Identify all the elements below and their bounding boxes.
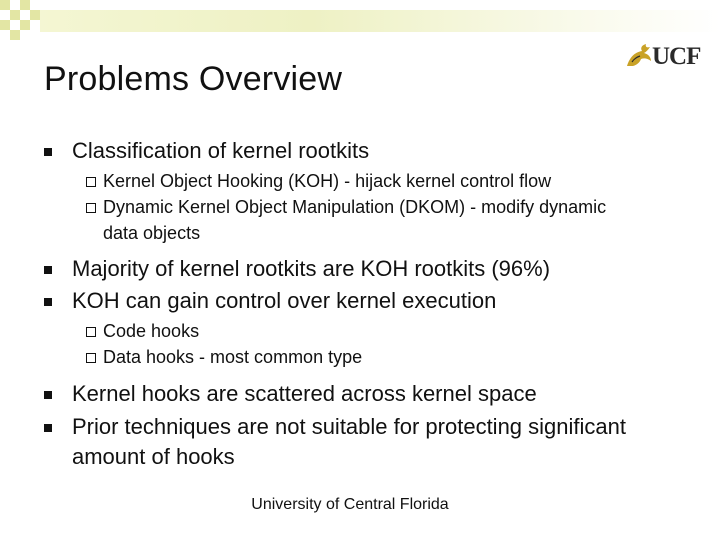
checkbox-bullet-icon: [86, 203, 96, 213]
bullet-text: KOH can gain control over kernel execution: [72, 288, 497, 313]
checkbox-bullet-icon: [86, 327, 96, 337]
sub-bullet-text: Kernel Object Hooking (KOH) - hijack kernel control flow: [103, 171, 552, 191]
bullet-marker: [44, 298, 52, 306]
pegasus-icon: [624, 42, 654, 70]
checkbox-bullet-icon: [86, 177, 96, 187]
checkbox-bullet-icon: [86, 353, 96, 363]
bullet-text: Prior techniques are not suitable for protecting significant: [72, 414, 626, 439]
sub-bullet-text: Code hooks: [103, 321, 200, 341]
slide-footer: University of Central Florida: [251, 496, 449, 513]
ucf-logo: [624, 40, 702, 74]
decorative-top-band: [40, 10, 720, 32]
slide-title: Problems Overview: [44, 60, 343, 98]
bullet-text: Majority of kernel rootkits are KOH rootkits (96%): [72, 256, 551, 281]
bullet-continuation: amount of hooks: [72, 444, 235, 469]
bullet-text: Kernel hooks are scattered across kernel space: [72, 381, 537, 406]
bullet-marker: [44, 266, 52, 274]
bullet-text: Classification of kernel rootkits: [72, 138, 370, 163]
logo-text: UCF: [652, 43, 701, 70]
sub-bullet-text: Data hooks - most common type: [103, 347, 363, 367]
bullet-marker: [44, 148, 52, 156]
sub-bullet-text: Dynamic Kernel Object Manipulation (DKOM) - modify dynamic: [103, 197, 607, 217]
bullet-marker: [44, 424, 52, 432]
bullet-marker: [44, 391, 52, 399]
sub-bullet-continuation: data objects: [103, 223, 201, 243]
